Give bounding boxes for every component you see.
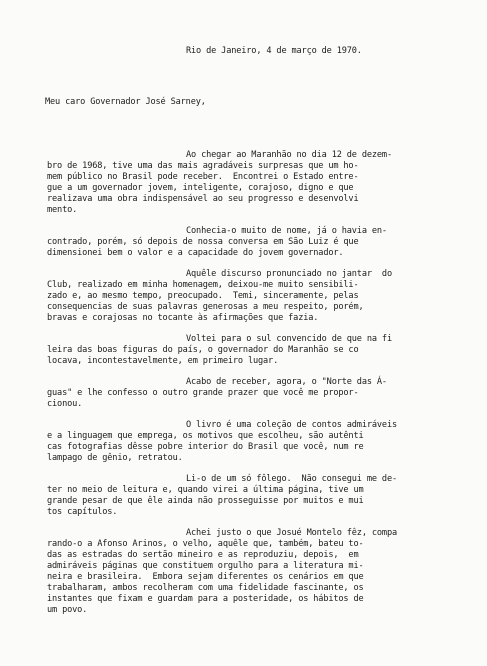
letter-line: leira das boas figuras do país, o governador do Maranhão se co bbox=[47, 345, 359, 355]
letter-line: neira e brasileira. Embora sejam diferentes os cenários em que bbox=[47, 572, 364, 582]
letter-line: mem público no Brasil pode receber. Encontrei o Estado entre- bbox=[47, 172, 359, 182]
letter-line: ter no meio de leitura e, quando virei a última página, tive um bbox=[47, 485, 364, 495]
letter-date: Rio de Janeiro, 4 de março de 1970. bbox=[186, 46, 362, 56]
letter-line: consequencias de suas palavras generosas a meu respeito, porém, bbox=[47, 302, 364, 312]
letter-line: Li-o de um só fôlego. Não consegui me de- bbox=[186, 474, 398, 484]
letter-line: Voltei para o sul convencido de que na fi bbox=[186, 334, 392, 344]
letter-line: Acabo de receber, agora, o "Norte das Á- bbox=[186, 377, 387, 387]
letter-line: das as estradas do sertão mineiro e as reproduziu, depois, em bbox=[47, 550, 359, 560]
letter-line: lampago de gênio, retratou. bbox=[47, 453, 183, 463]
letter-line: Ao chegar ao Maranhão no dia 12 de dezem- bbox=[186, 150, 392, 160]
letter-line: bro de 1968, tive uma das mais agradáveis surpresas que um ho- bbox=[47, 161, 359, 171]
letter-line: rando-o a Afonso Arinos, o velho, aquêle que, também, bateu to- bbox=[47, 539, 364, 549]
letter-line: Club, realizado em minha homenagem, deixou-me muito sensibili- bbox=[47, 280, 359, 290]
letter-line: realizava uma obra indispensável ao seu progresso e desenvolvi bbox=[47, 194, 359, 204]
letter-line: e a linguagem que emprega, os motivos que escolheu, são autênti bbox=[47, 431, 364, 441]
letter-line: O livro é uma coleção de contos admiráveis bbox=[186, 420, 398, 430]
letter-line: Achei justo o que Josué Montelo fêz, compa bbox=[186, 528, 398, 538]
letter-line: gue a um governador jovem, inteligente, corajoso, digno e que bbox=[47, 183, 354, 193]
letter-line: locava, incontestavelmente, em primeiro lugar. bbox=[47, 356, 279, 366]
letter-salutation: Meu caro Governador José Sarney, bbox=[45, 97, 206, 107]
letter-line: Aquêle discurso pronunciado no jantar do bbox=[186, 269, 392, 279]
letter-line: Conhecia-o muito de nome, já o havia en- bbox=[186, 226, 387, 236]
letter-line: instantes que fixam e guardam para a posteridade, os hábitos de bbox=[47, 594, 364, 604]
letter-line: mento. bbox=[47, 205, 78, 215]
letter-line: tos capítulos. bbox=[47, 507, 118, 517]
letter-line: cionou. bbox=[47, 399, 83, 409]
letter-line: dimensionei bem o valor e a capacidade do jovem governador. bbox=[47, 248, 344, 258]
letter-line: um povo. bbox=[47, 605, 88, 615]
letter-line: guas" e lhe confesso o outro grande prazer que você me propor- bbox=[47, 388, 359, 398]
letter-line: grande pesar de que êle ainda não prosseguisse por muitos e mui bbox=[47, 496, 364, 506]
letter-line: bravas e corajosas no tocante às afirmações que fazia. bbox=[47, 313, 319, 323]
letter-line: cas fotografias dêsse pobre interior do Brasil que você, num re bbox=[47, 442, 364, 452]
letter-line: admiráveis páginas que constituem orgulho para a literatura mi- bbox=[47, 561, 364, 571]
letter-line: zado e, ao mesmo tempo, preocupado. Temi, sinceramente, pelas bbox=[47, 291, 359, 301]
letter-line: contrado, porém, só depois de nossa conversa em São Luiz é que bbox=[47, 237, 359, 247]
letter-line: trabalharam, ambos recolheram com uma fidelidade fascinante, os bbox=[47, 583, 364, 593]
